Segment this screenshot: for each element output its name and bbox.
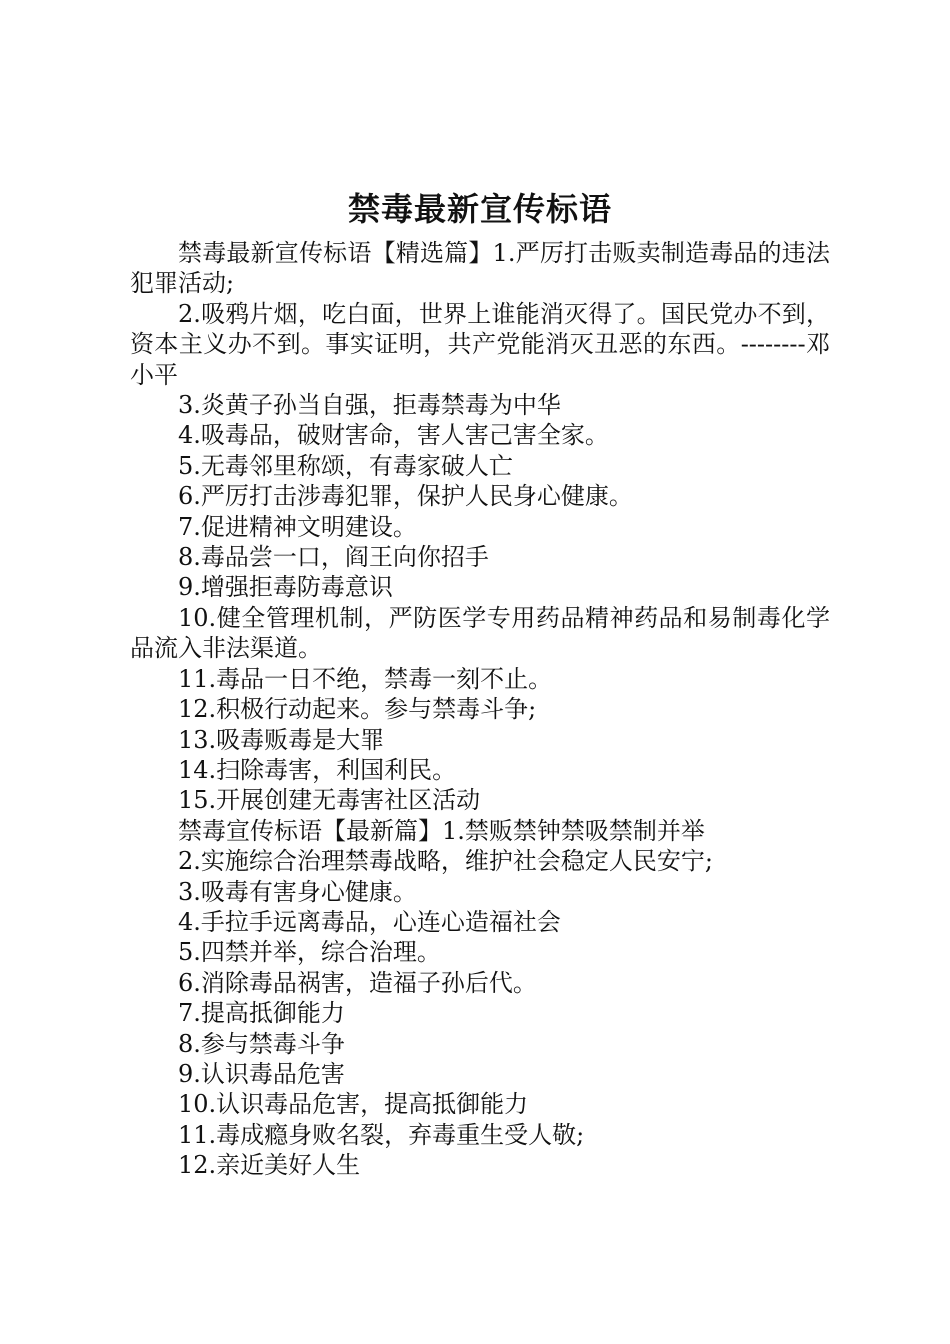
paragraph: 4.手拉手远离毒品，心连心造福社会 bbox=[178, 907, 561, 936]
paragraph: 3.炎黄子孙当自强，拒毒禁毒为中华 bbox=[178, 391, 561, 420]
paragraph: 8.毒品尝一口，阎王向你招手 bbox=[178, 543, 489, 572]
paragraph: 4.吸毒品，破财害命，害人害己害全家。 bbox=[178, 421, 609, 450]
paragraph: 禁毒宣传标语【最新篇】1.禁贩禁钟禁吸禁制并举 bbox=[178, 816, 705, 845]
document-title: 禁毒最新宣传标语 bbox=[347, 190, 612, 228]
paragraph: 15.开展创建无毒害社区活动 bbox=[178, 786, 481, 815]
paragraph: 3.吸毒有害身心健康。 bbox=[178, 877, 417, 906]
paragraph: 2.吸鸦片烟，吃白面，世界上谁能消灭得了。国民党办不到，资本主义办不到。事实证明，共产党能消灭丑恶的东西。--------邓小平 bbox=[130, 299, 830, 389]
paragraph: 12.亲近美好人生 bbox=[178, 1151, 361, 1180]
paragraph: 14.扫除毒害，利国利民。 bbox=[178, 755, 457, 784]
document-page bbox=[130, 186, 830, 1181]
document-body bbox=[130, 238, 830, 1181]
paragraph: 11.毒成瘾身败名裂，弃毒重生受人敬; bbox=[178, 1120, 585, 1149]
paragraph: 2.实施综合治理禁毒战略，维护社会稳定人民安宁; bbox=[178, 847, 713, 876]
paragraph: 禁毒最新宣传标语【精选篇】1.严厉打击贩卖制造毒品的违法犯罪活动; bbox=[130, 239, 830, 298]
paragraph: 8.参与禁毒斗争 bbox=[178, 1029, 345, 1058]
paragraph: 7.促进精神文明建设。 bbox=[178, 512, 417, 541]
paragraph: 9.认识毒品危害 bbox=[178, 1059, 345, 1088]
paragraph: 10.认识毒品危害，提高抵御能力 bbox=[178, 1090, 529, 1119]
paragraph: 5.四禁并举，综合治理。 bbox=[178, 938, 441, 967]
paragraph: 10.健全管理机制，严防医学专用药品精神药品和易制毒化学品流入非法渠道。 bbox=[130, 603, 830, 663]
paragraph: 12.积极行动起来。参与禁毒斗争; bbox=[178, 695, 537, 724]
paragraph: 9.增强拒毒防毒意识 bbox=[178, 573, 393, 602]
paragraph: 6.消除毒品祸害，造福子孙后代。 bbox=[178, 968, 537, 997]
paragraph: 13.吸毒贩毒是大罪 bbox=[178, 725, 385, 754]
paragraph: 5.无毒邻里称颂，有毒家破人亡 bbox=[178, 451, 513, 480]
paragraph: 11.毒品一日不绝，禁毒一刻不止。 bbox=[178, 664, 553, 693]
paragraph: 6.严厉打击涉毒犯罪，保护人民身心健康。 bbox=[178, 482, 633, 511]
paragraph: 7.提高抵御能力 bbox=[178, 999, 345, 1028]
